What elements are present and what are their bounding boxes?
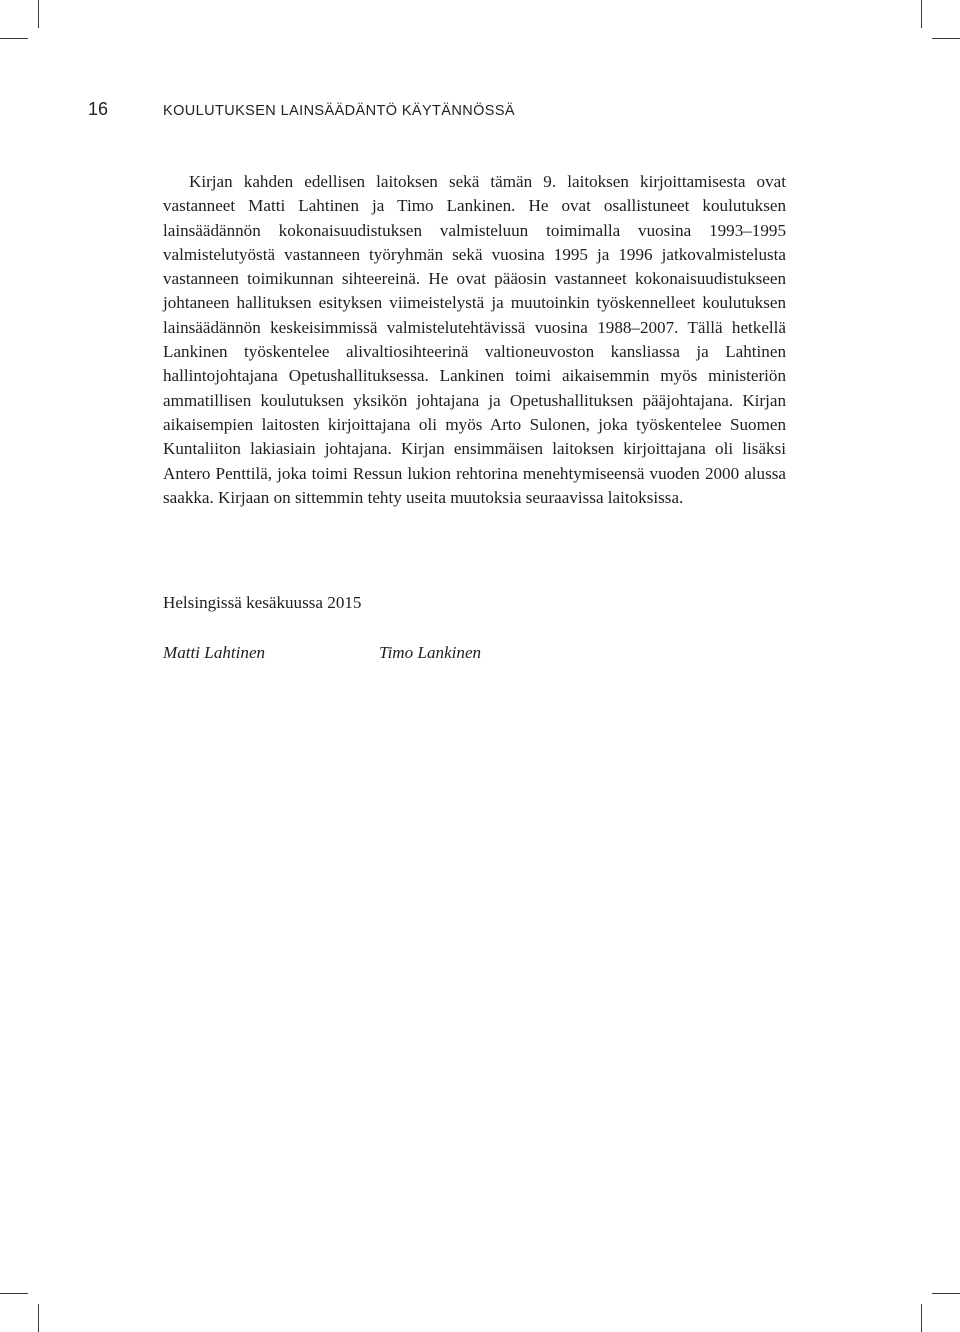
crop-mark-bottom-left-horizontal — [0, 1293, 28, 1294]
crop-mark-top-right-vertical — [921, 0, 922, 28]
body-paragraph: Kirjan kahden edellisen laitoksen sekä tämän 9. laitoksen kirjoittamisesta ovat vastanneet Matti Lahtinen ja Timo Lankinen. He ovat osallistuneet koulutuksen lainsäädännön kokonaisuudistuksen valmisteluun toimimalla vuosina 1993–1995 valmistelutyöstä vastanneen työryhmän sekä vuosina 1995 ja 1996 jatkovalmistelusta vastanneen toimikunnan sihteereinä. He ovat pääosin vastanneet kokonaisuudistukseen johtaneen hallituksen esityksen viimeistelystä ja muutoinkin työskennelleet koulutuksen lainsäädännön keskeisimmissä valmistelutehtävissä vuosina 1988–2007. Tällä hetkellä Lankinen työskentelee alivaltiosihteerinä valtioneuvoston kansliassa ja Lahtinen hallintojohtajana Opetushallituksessa. Lankinen toimi aikaisemmin myös ministeriön ammatillisen koulutuksen yksikön johtajana ja Opetushallituksen pääjohtajana. Kirjan aikaisempien laitosten kirjoittajana oli myös Arto Sulonen, joka työskentelee Suomen Kuntaliiton lakiasiain johtajana. Kirjan ensimmäisen laitoksen kirjoittajana oli lisäksi Antero Penttilä, joka toimi Ressun lukion rehtorina menehtymiseensä vuoden 2000 alussa saakka. Kirjaan on sittemmin tehty useita muutoksia seuraavissa laitoksissa. — [163, 172, 786, 507]
chapter-title: KOULUTUKSEN LAINSÄÄDÄNTÖ KÄYTÄNNÖSSÄ — [163, 103, 516, 119]
crop-mark-top-left-vertical — [38, 0, 39, 28]
crop-mark-bottom-right-vertical — [921, 1304, 922, 1332]
signature-matti-lahtinen: Matti Lahtinen — [163, 643, 266, 662]
crop-mark-top-right-horizontal — [932, 38, 960, 39]
signature-timo-lankinen: Timo Lankinen — [379, 643, 482, 662]
crop-mark-bottom-left-vertical — [38, 1304, 39, 1332]
page-number: 16 — [88, 99, 109, 119]
crop-mark-bottom-right-horizontal — [932, 1293, 960, 1294]
running-head — [88, 99, 515, 120]
place-date: Helsingissä kesäkuussa 2015 — [163, 593, 362, 612]
crop-mark-top-left-horizontal — [0, 38, 28, 39]
